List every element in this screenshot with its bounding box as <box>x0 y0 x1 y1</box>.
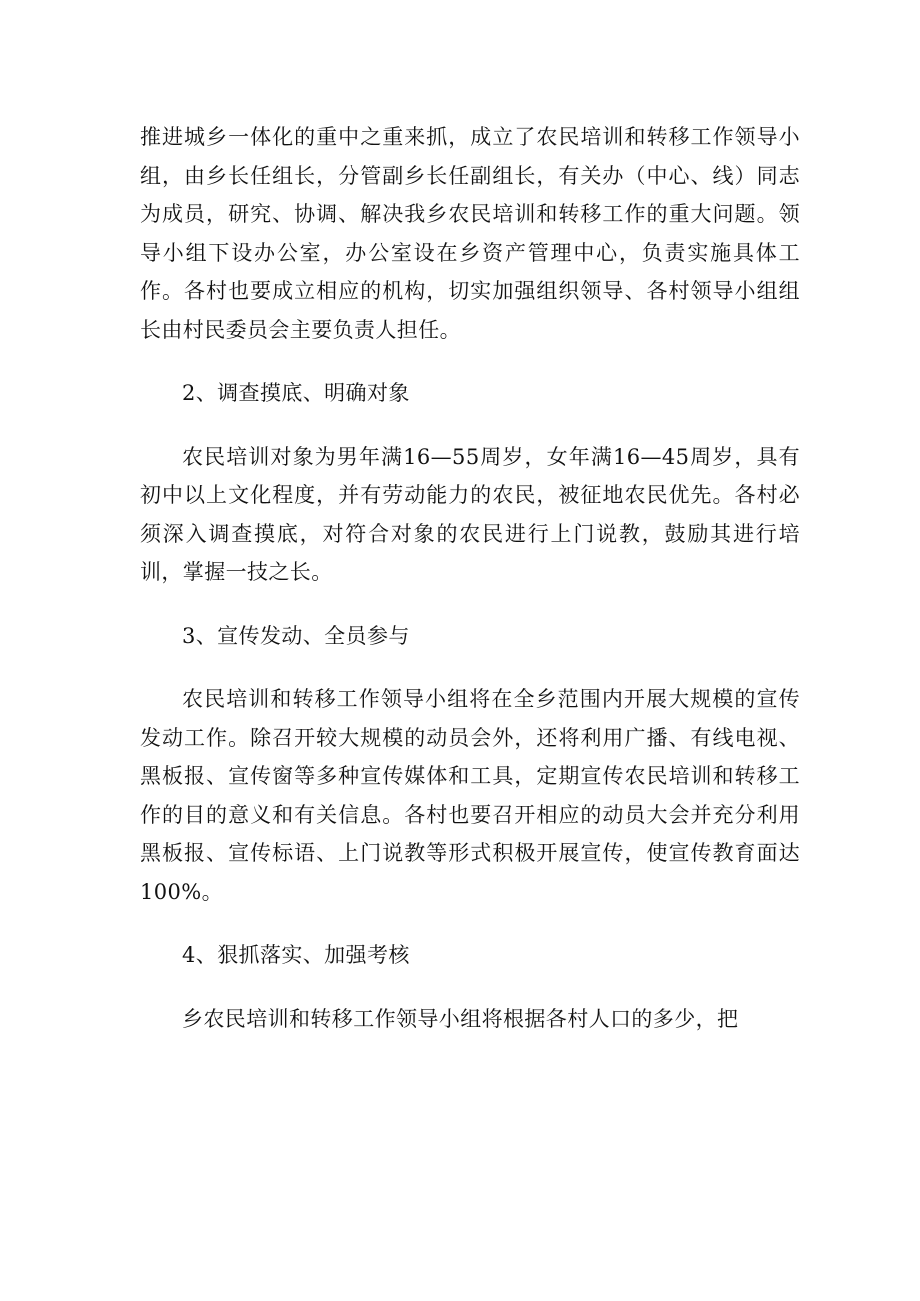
document-body <box>140 118 800 1063</box>
paragraph-leadership-group: 推进城乡一体化的重中之重来抓，成立了农民培训和转移工作领导小组，由乡长任组长，分管副乡长任副组长，有关办（中心、线）同志为成员，研究、协调、解决我乡农民培训和转移工作的重大问题。领导小组下设办公室，办公室设在乡资产管理中心，负责实施具体工作。各村也要成立相应的机构，切实加强组织领导、各村领导小组组长由村民委员会主要负责人担任。 <box>140 125 800 342</box>
heading-survey: 2、调查摸底、明确对象 <box>182 381 410 405</box>
paragraph-publicity: 农民培训和转移工作领导小组将在全乡范围内开展大规模的宣传发动工作。除召开较大规模的动员会外，还将利用广播、有线电视、黑板报、宣传窗等多种宣传媒体和工具，定期宣传农民培训和转移工作的目的意义和有关信息。各村也要召开相应的动员大会并充分利用黑板报、宣传标语、上门说教等形式积极开展宣传，使宣传教育面达100%。 <box>140 687 800 904</box>
paragraph-implementation: 乡农民培训和转移工作领导小组将根据各村人口的多少，把 <box>182 1006 739 1031</box>
paragraph-training-targets: 农民培训对象为男年满16—55周岁，女年满16—45周岁，具有初中以上文化程度，并有劳动能力的农民，被征地农民优先。各村必须深入调查摸底，对符合对象的农民进行上门说教，鼓励其进行培训，掌握一技之长。 <box>140 444 800 584</box>
heading-publicity: 3、宣传发动、全员参与 <box>182 623 410 648</box>
heading-implementation: 4、狠抓落实、加强考核 <box>182 943 410 967</box>
